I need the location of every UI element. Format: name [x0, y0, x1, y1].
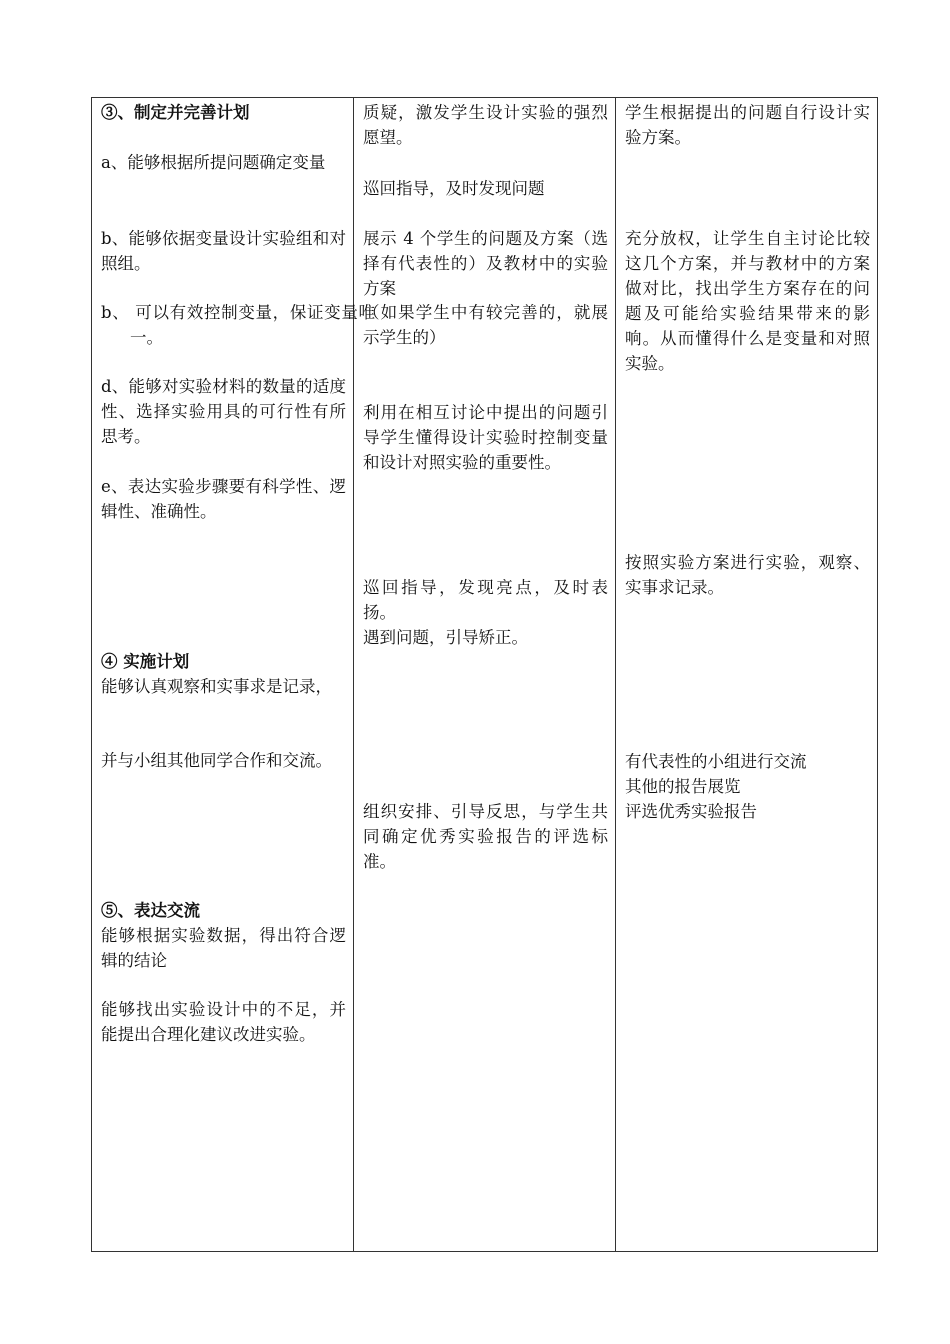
teacher-activity-column: [354, 98, 616, 1251]
student-text-4: 有代表性的小组进行交流 其他的报告展览 评选优秀实验报告: [625, 752, 807, 821]
student-activity-column: [616, 98, 877, 1251]
objective-b: b、能够依据变量设计实验组和对照组。: [101, 229, 346, 273]
lesson-plan-table: [91, 97, 878, 1252]
step5-title: ⑤、表达交流: [101, 901, 200, 920]
teacher-text-4: （如果学生中有较完善的，就展示学生的）: [363, 303, 608, 347]
objective-e: e、表达实验步骤要有科学性、逻辑性、准确性。: [101, 477, 346, 521]
step4-paragraph-1: 能够认真观察和实事求是记录，: [101, 677, 332, 696]
step5-paragraph-1: 能够根据实验数据，得出符合逻辑的结论: [101, 926, 346, 970]
objective-c: b、 可以有效控制变量，保证变量唯一。: [101, 303, 375, 347]
objectives-column: [92, 98, 375, 1251]
objective-d: d、能够对实验材料的数量的适度性、选择实验用具的可行性有所思考。: [101, 377, 346, 446]
step3-title: ③、制定并完善计划: [101, 103, 250, 122]
objective-a: a、能够根据所提问题确定变量: [101, 153, 326, 172]
teacher-text-5: 利用在相互讨论中提出的问题引导学生懂得设计实验时控制变量和设计对照实验的重要性。: [363, 403, 608, 472]
step4-title: ④ 实施计划: [101, 652, 190, 671]
step5-paragraph-2: 能够找出实验设计中的不足，并能提出合理化建议改进实验。: [101, 1000, 346, 1044]
teacher-text-3: 展示 4 个学生的问题及方案（选择有代表性的）及教材中的实验方案: [363, 229, 608, 298]
teacher-text-8: 组织安排、引导反思，与学生共同确定优秀实验报告的评选标准。: [363, 802, 608, 871]
teacher-text-7: 遇到问题，引导矫正。: [363, 628, 528, 647]
teacher-text-2: 巡回指导，及时发现问题: [363, 179, 545, 198]
student-text-3: 按照实验方案进行实验，观察、实事求记录。: [625, 553, 870, 597]
teacher-text-1: 质疑，激发学生设计实验的强烈愿望。: [363, 103, 608, 147]
step4-paragraph-2: 并与小组其他同学合作和交流。: [101, 751, 332, 770]
student-text-2: 充分放权，让学生自主讨论比较这几个方案，并与教材中的方案做对比，找出学生方案存在的问题及可能给实验结果带来的影响。从而懂得什么是变量和对照实验。: [625, 229, 870, 373]
student-text-1: 学生根据提出的问题自行设计实验方案。: [625, 103, 870, 147]
teacher-text-6: 巡回指导，发现亮点，及时表扬。: [363, 578, 608, 622]
